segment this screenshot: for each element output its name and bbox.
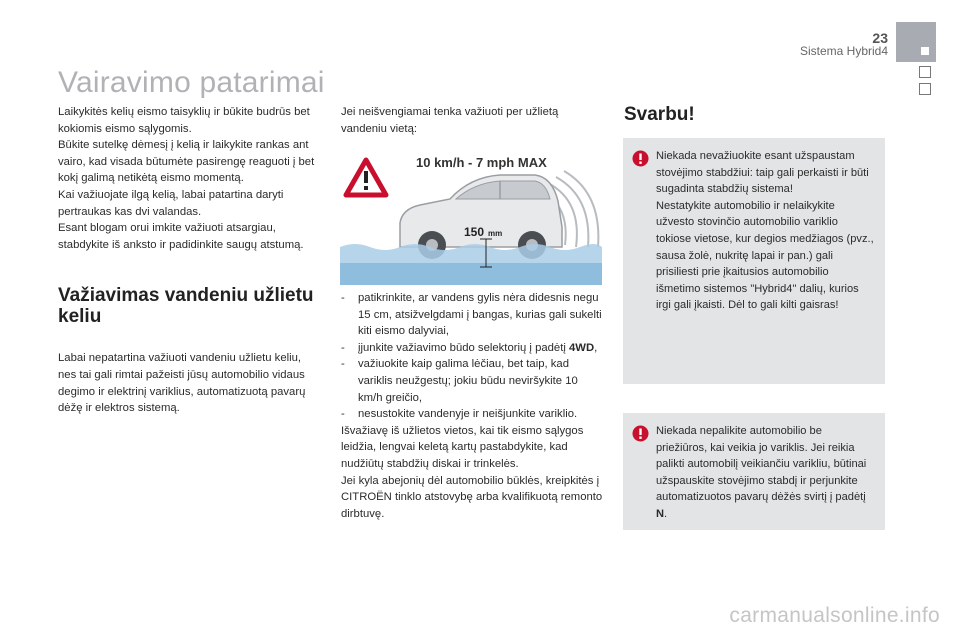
intro-paragraph: Kai važiuojate ilgą kelią, labai patartina daryti pertraukas kas dvi valandas. bbox=[58, 188, 284, 218]
warning-text: Nestatykite automobilio ir nelaikykite užvesto stovinčio automobilio variklio tokiose vietose, kur degios medžiagos (pvz., sausa žolė, nukritę lapai ir pan.) gali prisiliesti prie įkaitusios automobilio išmetimo sistemos "Hybrid4" dalių, kurios irgi gali įkaisti. Dėl to gali kilti gaisras! bbox=[656, 199, 874, 312]
section-heading: Važiavimas vandeniu užlietu keliu bbox=[58, 285, 314, 328]
tab-notch bbox=[921, 47, 929, 55]
list-item bbox=[341, 406, 603, 423]
watermark: carmanualsonline.info bbox=[729, 604, 940, 627]
middle-column-top bbox=[341, 104, 603, 137]
intro-paragraph: Laikykitės kelių eismo taisyklių ir būkite budrūs bet kokiomis eismo sąlygomis. bbox=[58, 106, 310, 135]
page-title: Vairavimo patarimai bbox=[58, 66, 325, 99]
flooded-road-illustration bbox=[340, 135, 602, 285]
warning-text bbox=[656, 423, 875, 523]
list-dash: - bbox=[341, 292, 345, 304]
water-depth bbox=[340, 263, 602, 285]
chapter-tab[interactable] bbox=[896, 22, 936, 62]
car-water-diagram bbox=[340, 135, 602, 285]
page-marker-box bbox=[919, 83, 931, 95]
exclamation-icon bbox=[632, 150, 649, 167]
left-column bbox=[58, 104, 320, 417]
middle-column-bottom bbox=[341, 290, 603, 522]
warning-triangle-icon bbox=[346, 160, 386, 195]
depth-unit: mm bbox=[488, 229, 503, 238]
section-name: Sistema Hybrid4 bbox=[799, 44, 888, 58]
warning-box bbox=[623, 413, 885, 530]
step-text-end: , bbox=[594, 341, 598, 354]
step-text: nesustokite vandenyje ir neišjunkite variklio. bbox=[358, 408, 578, 421]
warning-text: Niekada nevažiuokite esant užspaustam stovėjimo stabdžiui: taip gali perkaisti ir būti sugadinta stabdžių sistema! bbox=[656, 150, 869, 196]
page-marker-box bbox=[919, 66, 931, 78]
gear-position-n: N bbox=[656, 507, 665, 520]
after-paragraph: Išvažiavę iš užlietos vietos, kai tik eismo sąlygos leidžia, lengvai keletą kartų pastabdykite, kad nudžiūtų stabdžių diskai ir trinkelės. bbox=[341, 424, 584, 470]
list-item bbox=[341, 356, 603, 406]
warning-text-end: . bbox=[664, 507, 668, 520]
step-text: patikrinkite, ar vandens gylis nėra didesnis negu 15 cm, atsižvelgdami į bangas, kurias gali sukelti kiti eismo dalyviai, bbox=[358, 292, 602, 338]
exclamation-icon bbox=[632, 425, 649, 442]
list-dash: - bbox=[341, 408, 345, 421]
list-dash: - bbox=[341, 358, 345, 371]
depth-value: 150 bbox=[464, 225, 485, 239]
step-text: įjunkite važiavimo būdo selektorių į padėtį bbox=[358, 341, 569, 354]
important-heading: Svarbu! bbox=[624, 104, 695, 125]
page-number: 23 bbox=[872, 30, 888, 46]
drive-mode-4wd: 4WD bbox=[569, 341, 595, 354]
water-intro: Jei neišvengiamai tenka važiuoti per užlietą vandeniu vietą: bbox=[341, 106, 559, 135]
after-paragraph: Jei kyla abejonių dėl automobilio būklės, kreipkitės į CITROËN tinklo atstovybę arba kvalifikuotą remonto dirbtuvę. bbox=[341, 474, 603, 520]
intro-paragraph: Esant blogam orui imkite važiuoti atsargiau, stabdykite iš anksto ir padidinkite saugų atstumą. bbox=[58, 222, 304, 251]
warning-text-body: Niekada nepalikite automobilio be priežiūros, kai veikia jo variklis. Jei reikia palikti automobilį veikiančiu varikliu, būtinai užspauskite stovėjimo stabdį ir perjunkite automatizuotos pavarų dėžės svirtį į padėtį bbox=[656, 425, 867, 504]
list-dash: - bbox=[341, 341, 345, 354]
step-text: važiuokite kaip galima lėčiau, bet taip, kad variklis neužgestų; jokiu būdu neviršykite 10 km/h greičio, bbox=[358, 358, 578, 404]
water-warning-paragraph: Labai nepatartina važiuoti vandeniu užlietu keliu, nes tai gali rimtai pažeisti jūsų automobilio vidaus degimo ir elektrinį variklius, automatizuotą pavarų dėžę ir elektros sistemą. bbox=[58, 352, 306, 415]
speed-limit-label: 10 km/h - 7 mph MAX bbox=[416, 155, 547, 170]
list-item bbox=[341, 340, 603, 357]
warning-box bbox=[623, 138, 885, 384]
intro-paragraph: Būkite sutelkę dėmesį į kelią ir laikykite rankas ant vairo, kad visada būtumėte pasirengę reaguoti į bet kokį galimą netikėtą eismo momentą. bbox=[58, 139, 315, 185]
list-item bbox=[341, 290, 603, 340]
